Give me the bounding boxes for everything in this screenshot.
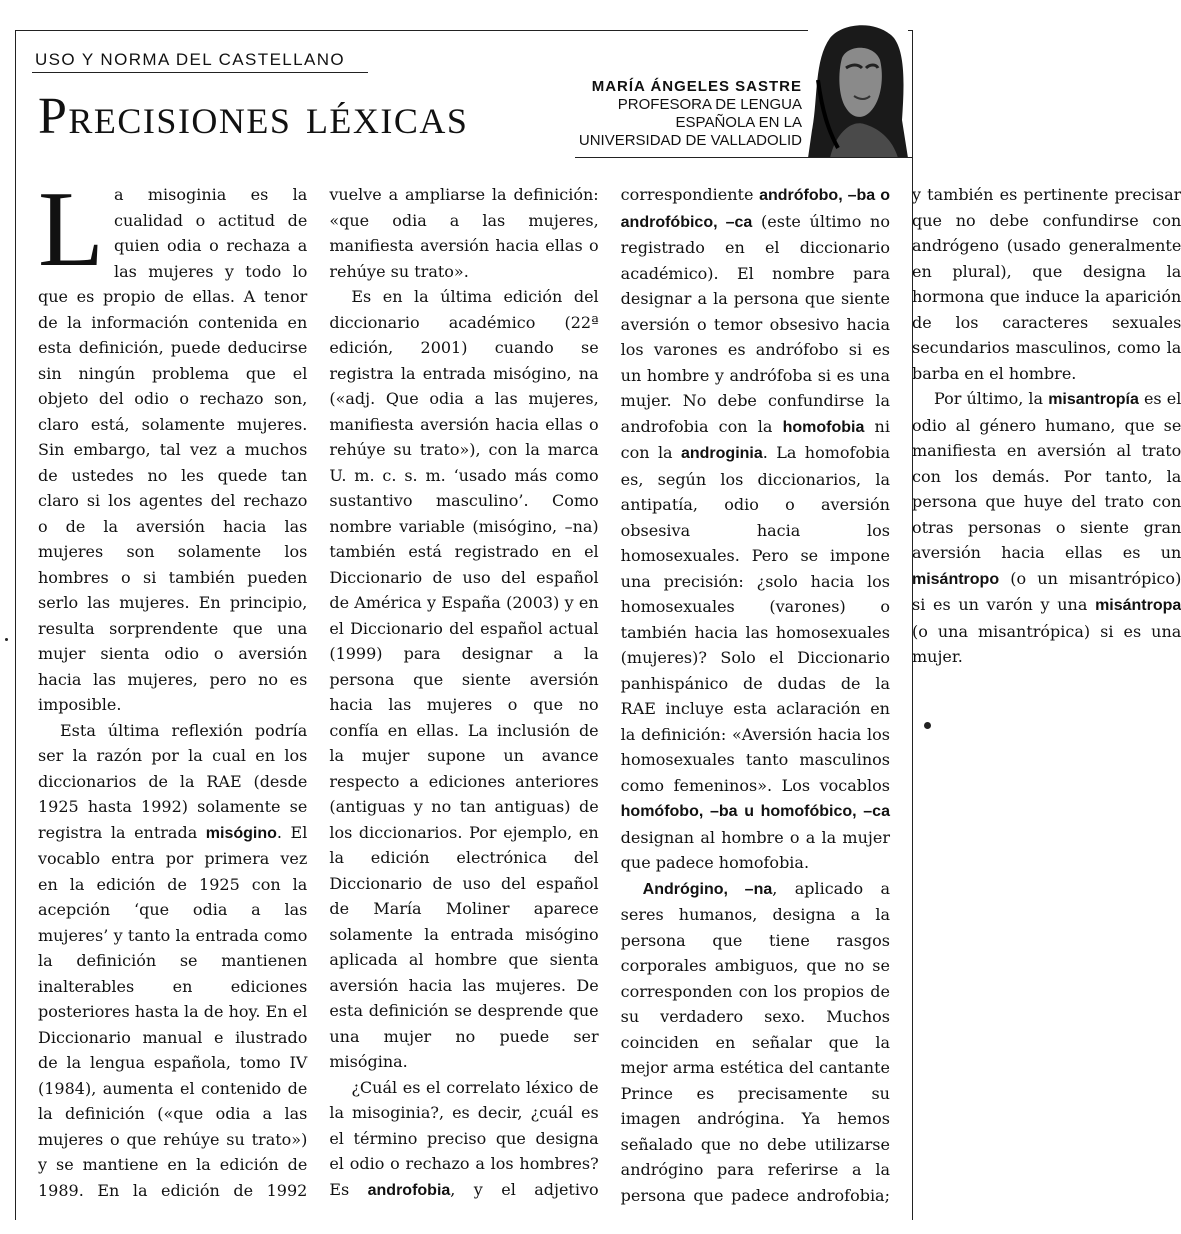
keyword: Andrógino, –na [642, 880, 773, 898]
paragraph-text: . La homofobia es, según los diccionarios, la antipatía, odio o aversión obsesiva hacia los homosexuales. Pero se impone una precisión: ¿solo hacia los homosexuales (varones) o también hacia las homosexuales (mujeres)? Solo el Diccionario panhispánico de dudas de la RAE incluye esta aclaración en la definición: «Aversión hacia los homosexuales tanto masculinos como femeninos». Los vocablos [620, 443, 890, 795]
paragraph-text: , aplicado a seres humanos, designa a la persona que tiene rasgos corporales ambiguos, que no se corresponden con los propios de su verdadero sexo. Muchos coinciden en señalar que la mejor arma estética del cantante Prince es precisamente su imagen andrógina. Ya hemos señalado que no debe utilizarse andrógino para referirse a la persona que padece androfobia; y también es pertinente precisar que no debe confundirse con andrógeno (usado generalmente en plural), que designa la hormona que induce la aparición de los caracteres sexuales secundarios masculinos, como la barba en el hombre. [620, 185, 1181, 1205]
paragraph-text: ni con la [620, 416, 890, 462]
paragraph [912, 386, 1181, 670]
frame-top-rule [15, 30, 912, 31]
author-role-line: ESPAÑOLA EN LA [675, 114, 802, 131]
keyword: homofobia [782, 418, 865, 436]
keyword: misántropa [1095, 597, 1181, 614]
keyword: homófobo, –ba u homofóbico, –ca [620, 803, 890, 820]
paragraph-text: , y el adjetivo correspondiente [450, 185, 760, 1199]
author-role-line: UNIVERSIDAD DE VALLADOLID [578, 132, 802, 149]
byline [462, 78, 802, 150]
keyword: androginia [680, 445, 763, 462]
drop-cap: L [38, 170, 104, 289]
article-body [38, 170, 1181, 1222]
scan-speck [5, 638, 8, 641]
section-underline [32, 72, 368, 73]
author-name: MARÍA ÁNGELES SASTRE [591, 78, 802, 95]
paragraph-text: es el odio al género humano, que se manifiesta en aversión al trato con los demás. Por tanto, la persona que huye del trato con otras personas o siente gran aversión hacia ellas es un [911, 389, 1181, 562]
paragraph-text: Por último, la [933, 389, 1049, 408]
section-label: USO Y NORMA DEL CASTELLANO [35, 50, 346, 69]
paragraph-text: . El vocablo entra por primera vez en la edición de 1925 con la acepción ‘que odia a las mujeres’ y tanto la entrada como la definición se mantienen inalterables en ediciones posteriores hasta la de hoy. En el Diccionario manual e ilustrado de la lengua española, tomo IV (1984), aumenta el contenido de la definición («que odia a las mujeres o que rehúye su trato») y se mantiene en la edición de 1989. En la edición de 1992 vuelve a ampliarse la definición: «que odia a las mujeres, manifiesta aversión hacia ellas o rehúye su trato». [38, 185, 599, 1200]
keyword: andrófobo, –ba o androfóbico, –ca [620, 187, 890, 231]
paragraph-text: Esta última reflexión podría ser la razón por la cual en los diccionarios de la RAE (desde 1925 hasta 1992) solamente se registra la entrada [38, 720, 308, 842]
paragraph [329, 284, 598, 1075]
author-photo [808, 20, 908, 158]
frame-left-rule [15, 30, 16, 1220]
keyword: androfobia [367, 1181, 451, 1199]
paragraph-text: Es en la última edición del diccionario académico (22ª edición, 2001) cuando se registra la entrada misógino, na («adj. Que odia a las mujeres, manifiesta aversión hacia ellas o rehúye su trato»), con la marca U. m. c. s. m. ‘usado más como sustantivo masculino’. Como nombre variable (misógino, –na) también está registrado en el Diccionario de uso del español de América y España (2003) y en el Diccionario del español actual (1999) para designar a la persona que siente aversión hacia las mujeres o que no confía en ellas. La inclusión de la mujer supone un avance respecto a ediciones anteriores (antiguas y no tan antiguas) de los diccionarios. Por ejemplo, en la edición electrónica del Diccionario de uso del español de María Moliner aparece solamente la entrada misógino aplicada al hombre que sienta aversión hacia las mujeres. De esta definición se desprende que una mujer no puede ser misógina. [329, 287, 599, 1071]
paragraph [38, 170, 308, 718]
keyword: misógino [205, 824, 277, 842]
paragraph-text: a misoginia es la cualidad o actitud de quien odia o rechaza a las mujeres y todo lo que es propio de ellas. A tenor de la información contenida en esta definición, puede deducirse sin ningún problema que el objeto del odio o rechazo son, claro está, solamente mujeres. Sin embargo, tal vez a muchos de ustedes no les quede tan claro si los agentes del rechazo o de la aversión hacia las mujeres son solamente los hombres o si también pueden serlo las mujeres. En principio, resulta sorprendente que una mujer sienta odio o aversión hacia las mujeres, pero no es imposible. [38, 185, 308, 714]
article-title: Precisiones léxicas [38, 88, 469, 145]
scan-speck [924, 722, 931, 729]
keyword: misántropo [911, 570, 1000, 588]
author-portrait-image [808, 20, 908, 158]
paragraph-text: (o una misantrópica) si es una mujer. [911, 621, 1181, 666]
paragraph-text: (o un misantrópico) si es un varón y una [911, 568, 1181, 614]
paragraph-text: ¿Cuál es el correlato léxico de la misoginia?, es decir, ¿cuál es el término preciso que designa el odio o rechazo a los hombres? Es [329, 1077, 599, 1199]
paragraph-text: (este último no registrado en el diccionario académico). El nombre para designar a la persona que siente aversión o temor obsesivo hacia los varones es andrófobo si es un hombre y andrófoba si es una mujer. No debe confundirse la androfobia con la [620, 211, 890, 436]
author-role-line: PROFESORA DE LENGUA [617, 96, 802, 113]
keyword: misantropía [1048, 391, 1139, 408]
header-rule [575, 157, 912, 158]
paragraph-text: designan al hombre o a la mujer que padece homofobia. [620, 827, 890, 872]
